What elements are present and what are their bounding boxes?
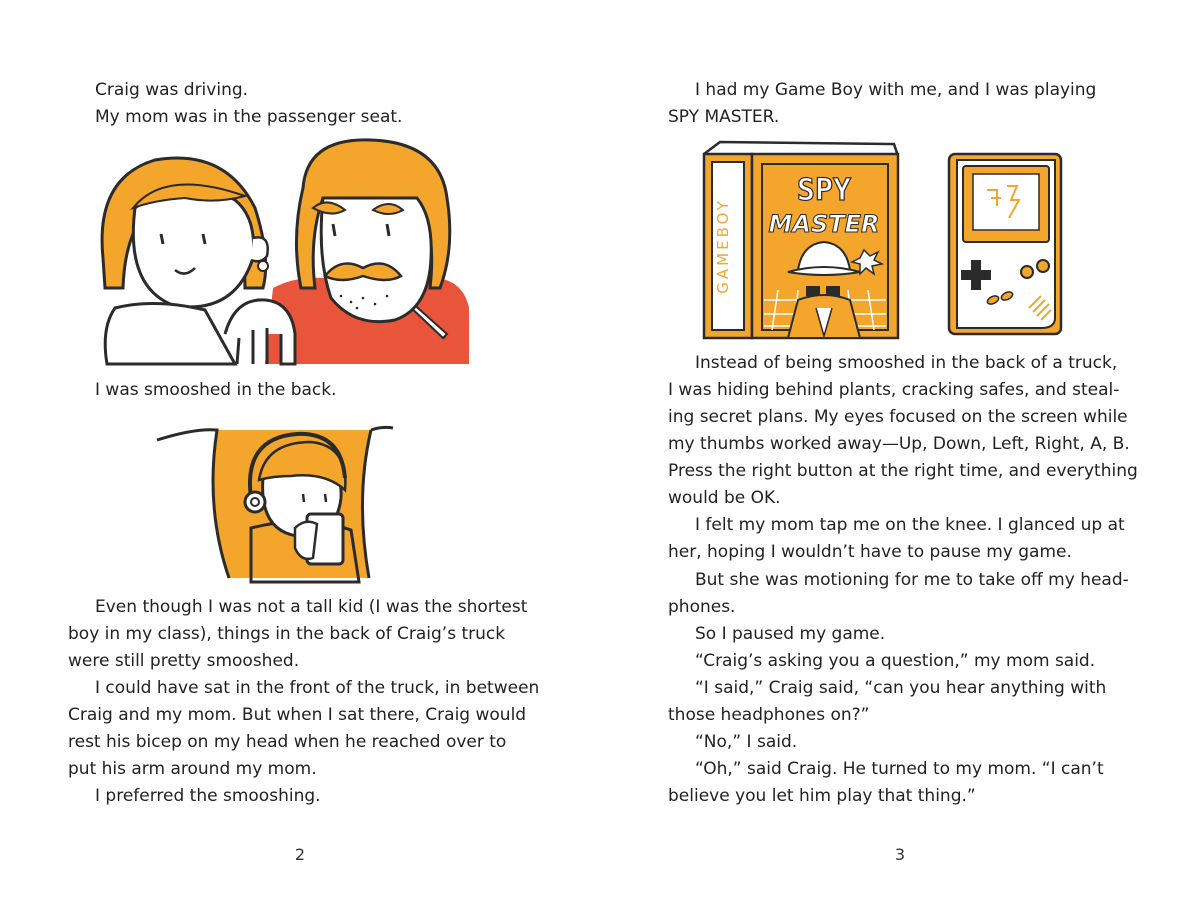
page-number: 3 [894, 845, 906, 864]
game-box-illustration [698, 140, 903, 340]
box-spine-text: GAMEBOY [714, 198, 732, 294]
paragraph: put his arm around my mom. [68, 759, 317, 779]
paragraph: I was smooshed in the back. [95, 380, 337, 400]
back-seat-illustration [155, 418, 395, 586]
paragraph: “Craig’s asking you a question,” my mom said. [695, 651, 1096, 671]
paragraph: Craig and my mom. But when I sat there, Craig would [68, 705, 527, 725]
right-page [600, 0, 1200, 900]
paragraph: So I paused my game. [695, 624, 886, 644]
paragraph: “No,” I said. [695, 732, 798, 752]
paragraph: I had my Game Boy with me, and I was playing [695, 80, 1097, 100]
paragraph: her, hoping I wouldn’t have to pause my game. [668, 542, 1072, 562]
box-title-line1: SPY [796, 173, 852, 208]
paragraph: phones. [668, 597, 736, 617]
paragraph: I was hiding behind plants, cracking safes, and steal- [668, 380, 1120, 400]
paragraph: ing secret plans. My eyes focused on the screen while [668, 407, 1128, 427]
paragraph: “Oh,” said Craig. He turned to my mom. “I can’t [695, 759, 1104, 779]
paragraph: But she was motioning for me to take off my head- [695, 570, 1129, 590]
paragraph: those headphones on?” [668, 705, 870, 725]
paragraph: believe you let him play that thing.” [668, 786, 976, 806]
paragraph: I could have sat in the front of the truck, in between [95, 678, 540, 698]
paragraph: Press the right button at the right time, and everything [668, 461, 1138, 481]
paragraph: Instead of being smooshed in the back of a truck, [695, 353, 1118, 373]
paragraph: “I said,” Craig said, “can you hear anything with [695, 678, 1107, 698]
front-seat-illustration [95, 138, 475, 366]
paragraph: SPY MASTER. [668, 107, 780, 127]
paragraph: Even though I was not a tall kid (I was the shortest [95, 597, 528, 617]
box-title-line2: MASTER [768, 210, 880, 238]
paragraph: rest his bicep on my head when he reached over to [68, 732, 507, 752]
paragraph: my thumbs worked away—Up, Down, Left, Right, A, B. [668, 434, 1130, 454]
page-number: 2 [294, 845, 306, 864]
paragraph: Craig was driving. [95, 80, 249, 100]
game-boy-illustration [945, 150, 1067, 340]
paragraph: I felt my mom tap me on the knee. I glanced up at [695, 515, 1125, 535]
paragraph: I preferred the smooshing. [95, 786, 321, 806]
paragraph: would be OK. [668, 488, 781, 508]
paragraph: My mom was in the passenger seat. [95, 107, 403, 127]
paragraph: boy in my class), things in the back of Craig’s truck [68, 624, 506, 644]
paragraph: were still pretty smooshed. [68, 651, 300, 671]
